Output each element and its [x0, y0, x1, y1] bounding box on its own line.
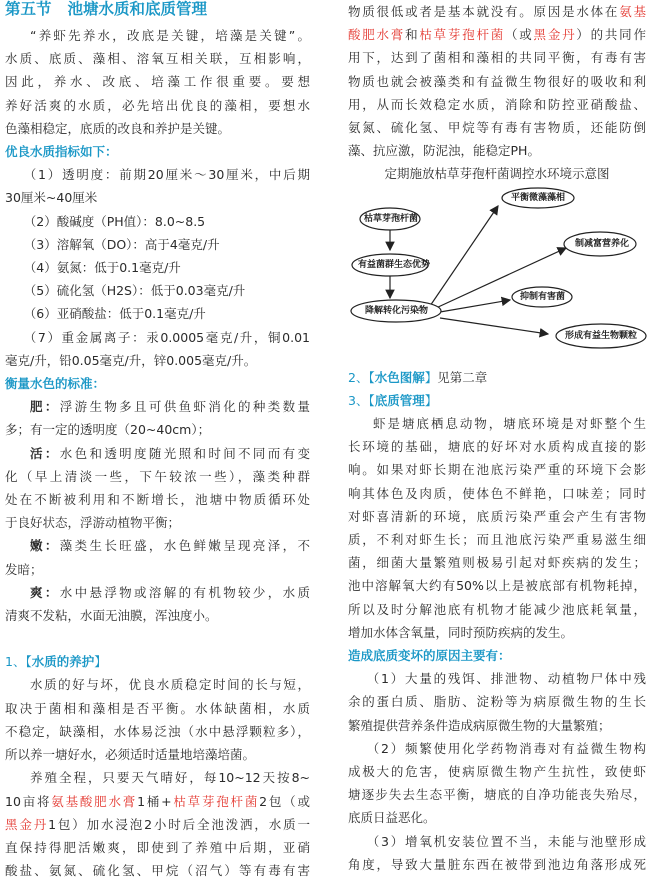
- bottom-line: 所以及时分解池底有机物才能减少池底耗氧量，: [348, 601, 646, 617]
- chapter-number: 第五节: [5, 0, 52, 18]
- cont-line: 用下，达到了菌相和藻相的共同平衡，有毒有害: [348, 50, 646, 66]
- cont-line: 酸肥水膏和枯草芽孢杆菌（或黑金丹）的共同作: [348, 27, 646, 43]
- color-huo-line: 化（早上清淡一些，下午较浓一些），藻类种群: [5, 468, 310, 484]
- color-huo-line: 处在不断被利用和不断增长，池塘中物质循环处: [5, 492, 310, 508]
- bottom-line: 响。如果对虾长期在池底污染严重的环境下会影: [348, 462, 646, 478]
- section-water-care: 1、【水质的养护】: [5, 654, 107, 670]
- cont-line: 物质很低或者是基本就没有。原因是水体在氨基: [348, 4, 646, 19]
- diagram-caption: 定期施放枯草芽孢杆菌调控水环境示意图: [384, 166, 610, 182]
- cycle-line: 酸盐、氨氮、硫化氢、甲烷（沼气）等有毒有害: [5, 863, 310, 879]
- product-heijindan: 黑金丹: [533, 27, 577, 43]
- cycle-line: 养殖全程，只要天气晴好，每10~12天按8~: [30, 770, 310, 786]
- color-nen-line: 嫩：藻类生长旺盛，水色鲜嫩呈现亮泽，不: [30, 538, 310, 554]
- cycle-line: 黑金丹1包）加水浸泡2小时后全池泼洒，水质一: [5, 816, 310, 832]
- cont-line: 用，从而长效稳定水质，消除和防控亚硝酸盐、: [348, 96, 646, 112]
- color-nen-line: 发暗；: [5, 561, 43, 577]
- section-title: [5, 0, 310, 24]
- cause-line: （1）大量的残饵、排泄物、动植物尸体中残: [366, 671, 646, 687]
- quality-item: （3）溶解氧（DO）：高于4毫克/升: [23, 236, 220, 252]
- label-inhibit-harmful: 抑制有害菌: [520, 291, 566, 302]
- bottom-line: 响其体色及肉质，使体色不鲜艳，口味差；同时: [348, 485, 646, 501]
- quality-item: （2）酸碱度（PH值）：8.0~8.5: [23, 213, 206, 229]
- intro-line: 因此，养水、改底、培藻工作很重要。要想: [5, 74, 310, 90]
- bottom-line: 池中溶解氧大约有50%以上是被底部有机物耗掉，: [348, 578, 646, 594]
- cause-line: 余的蛋白质、脂肪、淀粉等为病原微生物的生长: [348, 694, 646, 710]
- label-algae-balance: 平衡微藻藻相: [511, 192, 566, 203]
- color-fei-line: 肥：浮游生物多且可供鱼虾消化的种类数量: [30, 399, 310, 415]
- cycle-line: 直保持得肥活嫩爽，即使到了养殖中后期，亚硝: [5, 839, 310, 855]
- product-bacillus: 枯草芽孢杆菌: [171, 793, 260, 809]
- bottom-line: 质，不利对虾生长；而且池底污染严重易滋生细: [348, 532, 646, 548]
- cause-line: 底质日益恶化。: [348, 810, 436, 826]
- label-beneficial-particles: 形成有益生物颗粒: [565, 330, 638, 341]
- bottom-line: 长环境的基础，塘底的好坏对水质构成直接的影: [348, 439, 646, 455]
- color-shuang-line: 清爽不发粘，水面无油膜，浑浊度小。: [5, 608, 218, 624]
- water-line: 所以养一塘好水，必须适时适量地培藻培菌。: [5, 747, 256, 763]
- color-shuang-line: 爽：水中悬浮物或溶解的有机物较少，水质: [30, 584, 310, 600]
- label-beneficial-flora: 有益菌群生态优势: [358, 259, 431, 270]
- water-line: 水质的好与坏，优良水质稳定时间的长与短，: [30, 677, 310, 693]
- quality-item: （7）重金属离子：汞0.0005毫克/升，铜0.01: [23, 329, 310, 345]
- section-bottom-management: 3、【底质管理】: [348, 392, 438, 408]
- product-amino-paste: 氨基: [619, 4, 646, 19]
- label-bacillus: 枯草芽孢杆菌: [364, 213, 419, 224]
- product-heijindan: 黑金丹: [5, 816, 49, 832]
- water-line: 不稳定，缺藻相，水体易泛浊（水中悬浮颗粒多），: [5, 723, 310, 739]
- quality-item: （1）透明度：前期20厘米～30厘米，中后期: [23, 167, 310, 183]
- cause-heading: 造成底质变坏的原因主要有：: [348, 648, 511, 664]
- huo-label: 活：: [30, 445, 60, 461]
- bottom-line: 对虾喜清新的环境，底质污染严重会产生有害物: [348, 508, 646, 524]
- cont-line: 藻、抗应激，防泥浊，能稳定PH。: [348, 143, 540, 159]
- bacillus-diagram: [348, 186, 646, 366]
- product-amino-paste: 氨基酸肥水膏: [51, 793, 138, 809]
- intro-line: 水质、底质、藻相、溶氧互相关联，互相影响，: [5, 51, 310, 67]
- bottom-line: 虾是塘底栖息动物，塘底环境是对虾整个生: [373, 416, 646, 432]
- right-column: [348, 0, 646, 876]
- cause-line: 繁殖提供营养条件造成病原微生物的大量繁殖；: [348, 717, 611, 733]
- cause-line: 塘逐步失去生态平衡，塘底的自净功能丧失殆尽，: [348, 787, 646, 803]
- fei-label: 肥：: [30, 399, 60, 415]
- quality-item: （6）亚硝酸盐：低于0.1毫克/升: [23, 306, 206, 322]
- intro-line: “养虾先养水，改底是关键，培藻是关键”。: [30, 28, 310, 43]
- cause-line: （2）频繁使用化学药物消毒对有益微生物构: [366, 740, 646, 756]
- section-water-color: 2、【水色图解】见第二章: [348, 369, 488, 385]
- quality-heading: 优良水质指标如下：: [5, 144, 118, 160]
- quality-item: 毫克/升，铅0.05毫克/升，锌0.005毫克/升。: [5, 352, 257, 368]
- quality-item: 30厘米~40厘米: [5, 190, 98, 206]
- intro-line: 色藻相稳定，底质的改良和养护是关键。: [5, 120, 231, 136]
- quality-item: （4）氨氮：低于0.1毫克/升: [23, 260, 181, 276]
- color-fei-line: 多；有一定的透明度（20~40cm）；: [5, 422, 211, 438]
- cause-line: 角度，导致大量脏东西在被带到池边角落形成死: [348, 856, 646, 872]
- arrow-3-7: [440, 318, 548, 334]
- label-degrade: 降解转化污染物: [365, 305, 429, 316]
- cause-line: 成极大的危害，使病原微生物产生抗性，致使虾: [348, 764, 646, 780]
- bottom-line: 菌，细菌大量繁殖则极易引起对虾疾病的发生；: [348, 555, 646, 571]
- left-column: [5, 0, 310, 882]
- color-huo-line: 活：水色和透明度随光照和时间不同而有变: [30, 445, 310, 461]
- water-line: 取决于菌相和藻相是否平衡。水体缺菌相，水质: [5, 700, 310, 716]
- color-heading: 衡量水色的标准：: [5, 376, 106, 392]
- arrow-3-4: [430, 206, 498, 306]
- cause-line: （3）增氧机安装位置不当，未能与池壁形成: [366, 833, 646, 849]
- cycle-line: 10亩将氨基酸肥水膏1桶+枯草芽孢杆菌2包（或: [5, 793, 310, 809]
- quality-item: （5）硫化氢（H2S）：低于0.03毫克/升: [23, 283, 246, 299]
- label-reduce-eutrophication: 制减富营养化: [575, 238, 630, 249]
- intro-line: 养好活爽的水质，必先培出优良的藻相，要想水: [5, 97, 310, 113]
- cont-line: 氨氮、硫化氢、甲烷等有毒有害物质，还能防倒: [348, 120, 646, 136]
- cont-line: 物质也就会被藻类和有益微生物很好的吸收和利: [348, 73, 646, 89]
- color-huo-line: 于良好状态，浮游动植物平衡；: [5, 515, 181, 531]
- nen-label: 嫩：: [30, 538, 60, 554]
- spacer: [5, 627, 310, 650]
- chapter-heading: 池塘水质和底质管理: [67, 0, 208, 18]
- bottom-line: 增加水体含氧量，同时预防疾病的发生。: [348, 624, 574, 640]
- product-bacillus: 枯草芽孢杆菌: [419, 27, 505, 43]
- product-amino-paste: 酸肥水膏: [348, 27, 406, 43]
- shuang-label: 爽：: [30, 584, 60, 600]
